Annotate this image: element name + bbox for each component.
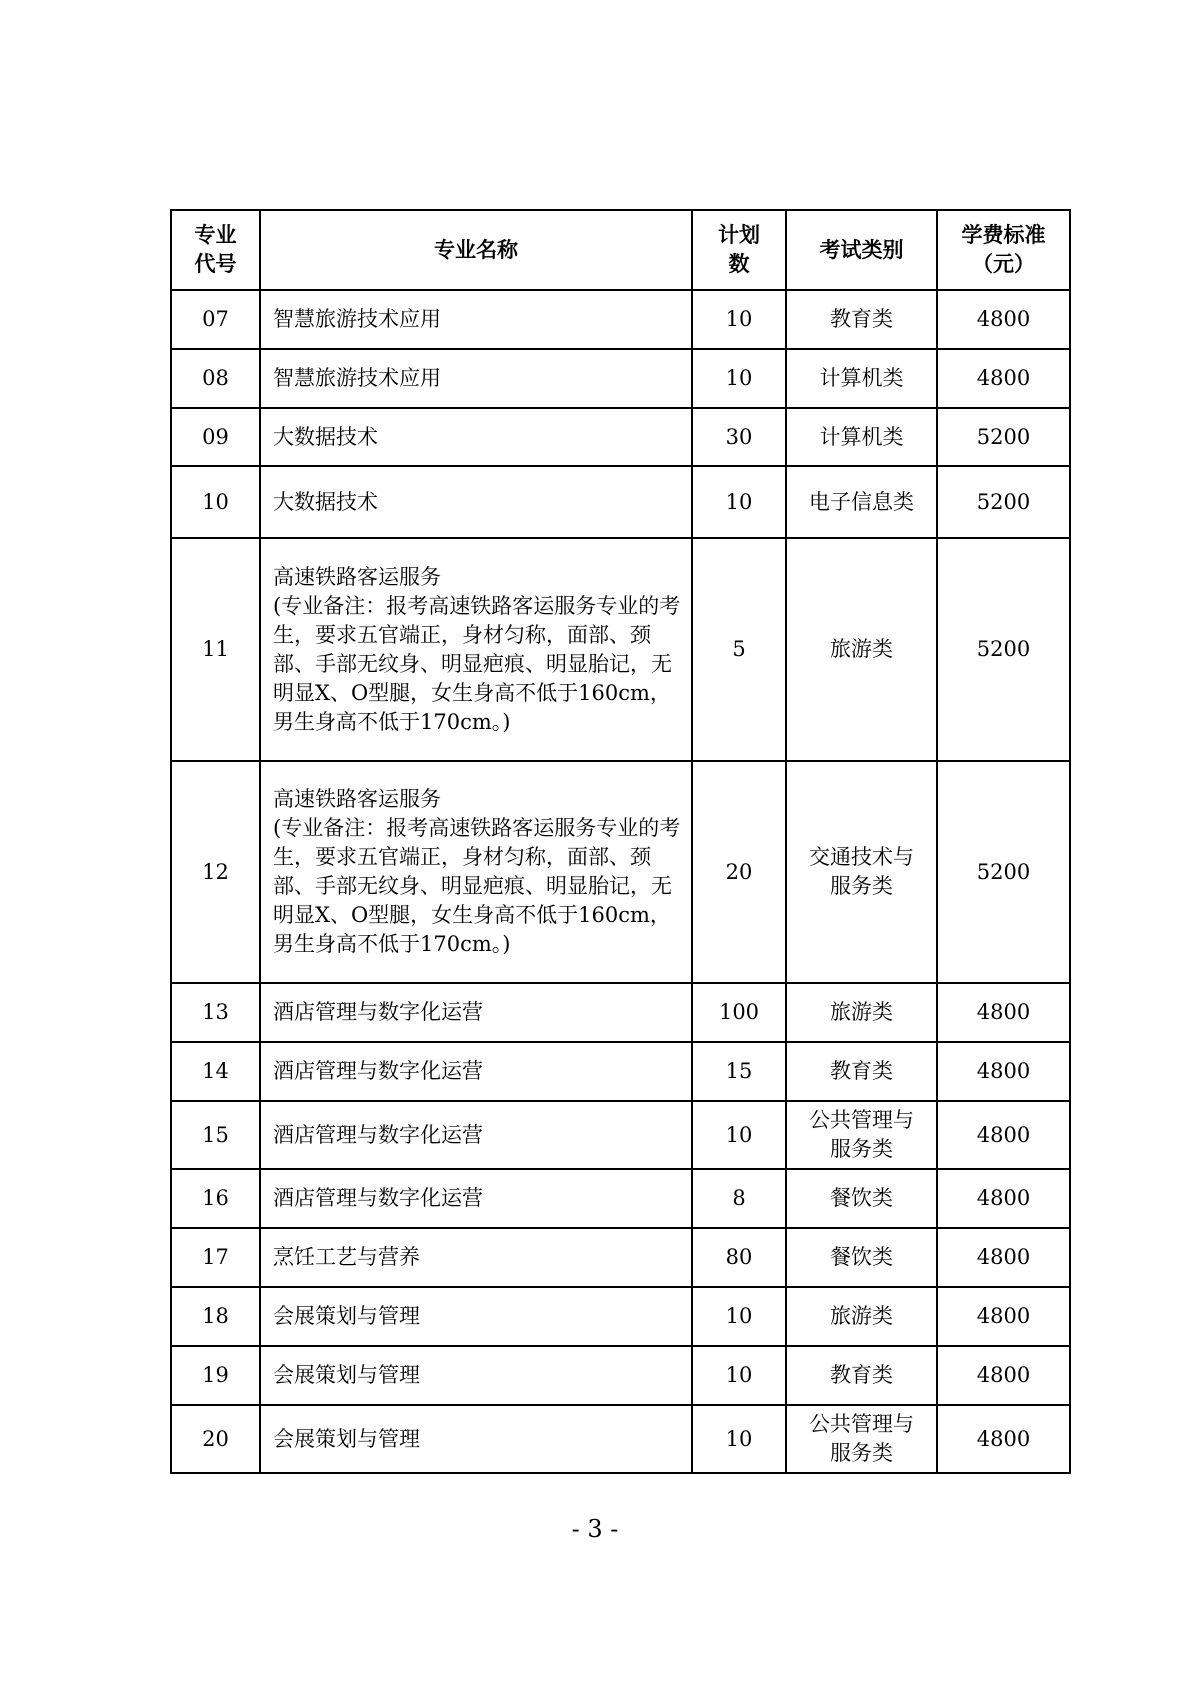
cell-code: 18 xyxy=(171,1287,260,1346)
cell-fee: 5200 xyxy=(937,761,1070,983)
cell-plan: 8 xyxy=(692,1169,786,1228)
cell-plan: 10 xyxy=(692,1405,786,1473)
major-name: 高速铁路客运服务 xyxy=(273,564,441,589)
cell-fee: 4800 xyxy=(937,290,1070,349)
cell-exam: 教育类 xyxy=(786,290,937,349)
header-name: 专业名称 xyxy=(260,210,692,290)
page-number: - 3 - xyxy=(571,1515,619,1543)
cell-plan: 10 xyxy=(692,290,786,349)
cell-plan: 10 xyxy=(692,1346,786,1405)
major-name: 酒店管理与数字化运营 xyxy=(273,1000,483,1024)
table-row xyxy=(171,761,1070,983)
cell-exam: 教育类 xyxy=(786,1042,937,1101)
cell-code: 19 xyxy=(171,1346,260,1405)
cell-plan: 10 xyxy=(692,1101,786,1169)
cell-plan: 20 xyxy=(692,761,786,983)
cell-fee: 4800 xyxy=(937,1405,1070,1473)
table-row xyxy=(171,1042,1070,1101)
cell-fee: 5200 xyxy=(937,538,1070,761)
cell-name xyxy=(260,408,692,466)
major-name: 会展策划与管理 xyxy=(273,1304,420,1328)
cell-code: 07 xyxy=(171,290,260,349)
major-name: 酒店管理与数字化运营 xyxy=(273,1186,483,1210)
cell-name xyxy=(260,290,692,349)
cell-name xyxy=(260,1169,692,1228)
cell-fee: 4800 xyxy=(937,1101,1070,1169)
cell-name xyxy=(260,1346,692,1405)
table-row xyxy=(171,1346,1070,1405)
cell-exam: 餐饮类 xyxy=(786,1228,937,1287)
major-name: 酒店管理与数字化运营 xyxy=(273,1059,483,1083)
table-row xyxy=(171,408,1070,466)
cell-code: 14 xyxy=(171,1042,260,1101)
cell-exam: 公共管理与服务类 xyxy=(786,1405,937,1473)
enrollment-plan-table xyxy=(170,209,1071,1474)
cell-exam: 旅游类 xyxy=(786,1287,937,1346)
cell-name xyxy=(260,983,692,1042)
cell-code: 16 xyxy=(171,1169,260,1228)
cell-name xyxy=(260,466,692,538)
cell-code: 17 xyxy=(171,1228,260,1287)
header-code: 专业代号 xyxy=(171,210,260,290)
table-row xyxy=(171,349,1070,408)
cell-name xyxy=(260,349,692,408)
major-note: (专业备注：报考高速铁路客运服务专业的考生，要求五官端正，身材匀称，面部、颈部、手部无纹身、明显疤痕、明显胎记，无明显X、O型腿，女生身高不低于160cm，男生身高不低于170cm。) xyxy=(273,816,681,956)
cell-code: 15 xyxy=(171,1101,260,1169)
cell-fee: 4800 xyxy=(937,1228,1070,1287)
table-row xyxy=(171,538,1070,761)
header-plan: 计划数 xyxy=(692,210,786,290)
table-header-row xyxy=(171,210,1070,290)
cell-fee: 4800 xyxy=(937,349,1070,408)
table-row xyxy=(171,1287,1070,1346)
header-fee: 学费标准（元） xyxy=(937,210,1070,290)
cell-exam: 餐饮类 xyxy=(786,1169,937,1228)
cell-exam: 旅游类 xyxy=(786,983,937,1042)
table-row xyxy=(171,290,1070,349)
cell-exam: 旅游类 xyxy=(786,538,937,761)
major-name: 大数据技术 xyxy=(273,424,378,449)
table-row xyxy=(171,983,1070,1042)
major-note: (专业备注：报考高速铁路客运服务专业的考生，要求五官端正，身材匀称，面部、颈部、手部无纹身、明显疤痕、明显胎记，无明显X、O型腿，女生身高不低于160cm，男生身高不低于170cm。) xyxy=(273,593,681,734)
cell-exam: 交通技术与服务类 xyxy=(786,761,937,983)
cell-fee: 5200 xyxy=(937,466,1070,538)
major-name: 酒店管理与数字化运营 xyxy=(273,1122,483,1147)
cell-code: 12 xyxy=(171,761,260,983)
cell-fee: 5200 xyxy=(937,408,1070,466)
cell-plan: 5 xyxy=(692,538,786,761)
cell-code: 10 xyxy=(171,466,260,538)
cell-name xyxy=(260,1042,692,1101)
major-name: 大数据技术 xyxy=(273,489,378,514)
cell-name xyxy=(260,1405,692,1473)
cell-exam: 计算机类 xyxy=(786,408,937,466)
cell-plan: 10 xyxy=(692,466,786,538)
major-name: 智慧旅游技术应用 xyxy=(273,307,441,331)
major-name: 会展策划与管理 xyxy=(273,1426,420,1451)
cell-exam: 计算机类 xyxy=(786,349,937,408)
table-row xyxy=(171,1101,1070,1169)
major-name: 会展策划与管理 xyxy=(273,1363,420,1387)
cell-fee: 4800 xyxy=(937,1287,1070,1346)
cell-name xyxy=(260,538,692,761)
cell-fee: 4800 xyxy=(937,1042,1070,1101)
header-exam: 考试类别 xyxy=(786,210,937,290)
cell-plan: 10 xyxy=(692,1287,786,1346)
cell-code: 20 xyxy=(171,1405,260,1473)
cell-code: 11 xyxy=(171,538,260,761)
cell-fee: 4800 xyxy=(937,1346,1070,1405)
cell-fee: 4800 xyxy=(937,983,1070,1042)
major-name: 烹饪工艺与营养 xyxy=(273,1245,420,1269)
cell-code: 13 xyxy=(171,983,260,1042)
table-row xyxy=(171,1405,1070,1473)
cell-exam: 教育类 xyxy=(786,1346,937,1405)
cell-code: 09 xyxy=(171,408,260,466)
cell-name xyxy=(260,1287,692,1346)
cell-exam: 电子信息类 xyxy=(786,466,937,538)
table-row xyxy=(171,1228,1070,1287)
cell-exam: 公共管理与服务类 xyxy=(786,1101,937,1169)
cell-plan: 10 xyxy=(692,349,786,408)
cell-name xyxy=(260,1101,692,1169)
cell-code: 08 xyxy=(171,349,260,408)
cell-name xyxy=(260,761,692,983)
table-row xyxy=(171,1169,1070,1228)
cell-name xyxy=(260,1228,692,1287)
major-name: 高速铁路客运服务 xyxy=(273,787,441,811)
cell-plan: 30 xyxy=(692,408,786,466)
major-name: 智慧旅游技术应用 xyxy=(273,366,441,390)
table-row xyxy=(171,466,1070,538)
cell-fee: 4800 xyxy=(937,1169,1070,1228)
cell-plan: 80 xyxy=(692,1228,786,1287)
cell-plan: 15 xyxy=(692,1042,786,1101)
cell-plan: 100 xyxy=(692,983,786,1042)
